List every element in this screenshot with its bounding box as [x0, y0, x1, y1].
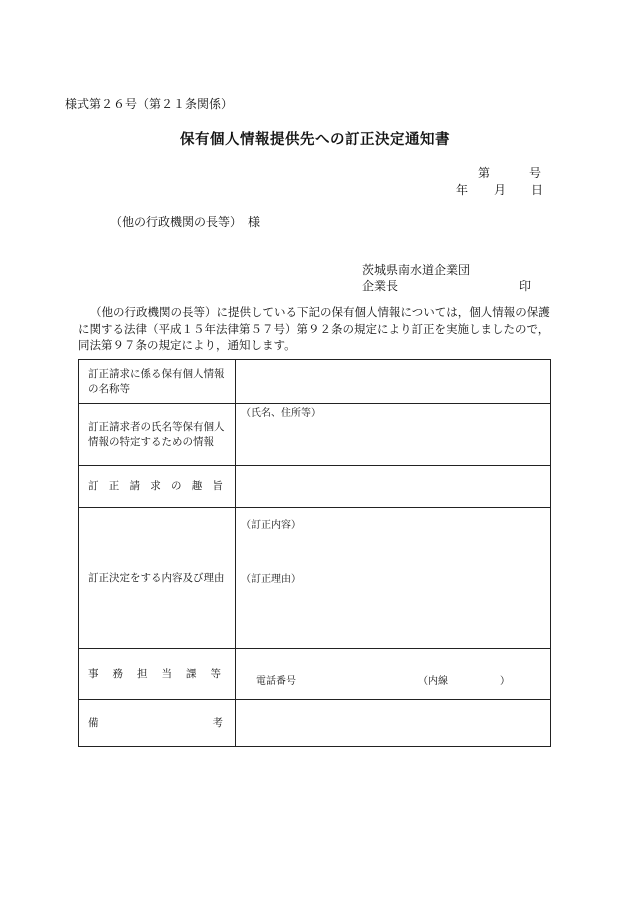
body-paragraph: （他の行政機関の長等）に提供している下記の保有個人情報については，個人情報の保護に関する法律（平成１５年法律第５７号）第９２条の規定により訂正を実施しましたので，同法第９７条の規定により，通知します。 [78, 305, 550, 352]
office-field[interactable] [236, 649, 551, 700]
info-name-field[interactable] [236, 360, 551, 404]
phone-label: 電話番号 [256, 676, 296, 687]
row-label-info-name: 訂正請求に係る保有個人情報の名称等 [79, 360, 236, 404]
sender-organization: 茨城県南水道企業団 [362, 263, 471, 277]
table-row [79, 404, 551, 466]
row-label-office: 事 務 担 当 課 等 [79, 649, 236, 700]
table-row [79, 360, 551, 404]
requester-field[interactable] [236, 404, 551, 466]
addressee: （他の行政機関の長等） 様 [110, 215, 261, 229]
document-title: 保有個人情報提供先への訂正決定通知書 [180, 131, 450, 148]
decision-field[interactable] [236, 508, 551, 649]
row-label-remarks: 備 考 [79, 700, 236, 747]
form-number: 様式第２６号（第２１条関係） [65, 97, 234, 111]
number-label-go: 号 [529, 166, 542, 180]
purpose-field[interactable] [236, 466, 551, 508]
table-row [79, 508, 551, 649]
table-row [79, 466, 551, 508]
correction-content-note: （訂正内容） [241, 520, 301, 531]
extension-close: ） [500, 676, 510, 687]
notice-table [78, 359, 551, 747]
table-row [79, 700, 551, 747]
requester-note: （氏名、住所等） [241, 408, 321, 419]
row-label-requester: 訂正請求者の氏名等保有個人情報の特定するための情報 [79, 404, 236, 466]
row-label-decision: 訂正決定をする内容及び理由 [79, 508, 236, 649]
seal-mark: 印 [519, 279, 532, 293]
correction-reason-note: （訂正理由） [241, 574, 301, 585]
table-row [79, 649, 551, 700]
date-year-label: 年 [456, 183, 469, 197]
number-label-dai: 第 [478, 166, 491, 180]
date-month-label: 月 [494, 183, 507, 197]
sender-title: 企業長 [362, 279, 399, 293]
date-day-label: 日 [531, 183, 544, 197]
remarks-field[interactable] [236, 700, 551, 747]
extension-open: （内線 [418, 676, 448, 687]
row-label-purpose: 訂 正 請 求 の 趣 旨 [79, 466, 236, 508]
